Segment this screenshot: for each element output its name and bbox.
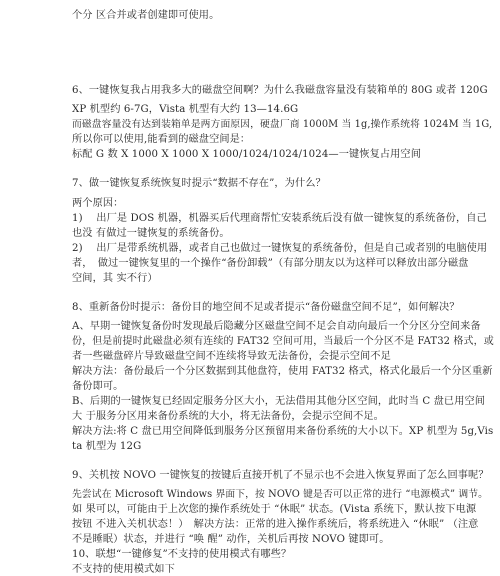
text-line: 个分 区合并或者创建即可使用。 — [72, 10, 220, 21]
text-line: 解决方法:将 C 盘已用空间降低到服务分区预留用来备份系统的大小以下。XP 机型为 5g,Vis — [72, 426, 494, 437]
text-line: 也没 有做过一键恢复的系统备份。 — [72, 228, 230, 239]
text-line: 者一些磁盘碎片导致磁盘空间不连续将导致无法备份，会提示空间不足 — [72, 351, 391, 362]
text-line: 两个原因： — [72, 198, 124, 209]
text-line: 如 果可以，可能由于上次您的操作系统处于 “休眠” 状态。(Vista 系统下，默认按下电源 — [72, 504, 477, 515]
text-line: 大 于服务分区用来备份系统的大小，将无法备份，会提示空间不足。 — [72, 411, 384, 422]
text-line: 2) 出厂是带系统机器，或者自己也做过一键恢复的系统备份，但是自己或者别的电脑使用 — [72, 243, 488, 254]
question-8-heading: 8、重新备份时提示：备份目的地空间不足或者提示“备份磁盘空间不足”，如何解决？ — [72, 302, 460, 313]
text-line: 所以你可以使用,能看到的磁盘空间是： — [72, 134, 251, 145]
text-line: 不支持的使用模式如下 — [72, 564, 175, 575]
text-line: B、后期的一键恢复已经固定服务分区大小，无法借用其他分区空间，此时当 C 盘已用空间 — [72, 396, 486, 407]
text-line: 不是睡眠）状态，并进行 “唤 醒” 动作，关机后再按 NOVO 键即可。 — [72, 534, 390, 545]
text-line: ta 机型为 12G — [72, 441, 142, 452]
text-line: 1) 出厂是 DOS 机器，机器买后代理商帮忙安装系统后没有做一键恢复的系统备份，自己 — [72, 213, 487, 224]
question-7-heading: 7、做一键恢复系统恢复时提示“数据不存在”，为什么？ — [72, 178, 326, 189]
text-line: 解决方法：备份最后一个分区数据到其他盘符，使用 FAT32 格式，格式化最后一个分区重新 — [72, 366, 493, 377]
text-line: XP 机型约 6-7G，Vista 机型有大约 13—14.6G — [72, 104, 299, 115]
question-6-heading: 6、一键恢复我占用我多大的磁盘空间啊？为什么我磁盘容量没有装箱单的 80G 或者 120G — [72, 85, 488, 96]
text-line: 备份即可。 — [72, 381, 124, 392]
text-line: 标配 G 数 X 1000 X 1000 X 1000/1024/1024/1024—一键恢复占用空间 — [72, 149, 422, 160]
text-line: 按钮 不进入关机状态！） 解决方法：正常的进入操作系统后，将系统进入 “休眠” （注意 — [72, 519, 479, 530]
text-line: 空间，其 实不行） — [72, 273, 158, 284]
text-line: 先尝试在 Microsoft Windows 界面下，按 NOVO 键是否可以正常的进行 “电源模式” 调节。 — [72, 489, 489, 500]
question-9-heading: 9、关机按 NOVO 一键恢复的按键后直接开机了不显示也不会进入恢复界面了怎么回事呢？ — [72, 470, 489, 481]
text-line: 而磁盘容量没有达到装箱单是两方面原因，硬盘厂商 1000M 当 1g,操作系统将 1024M 当 1G, — [72, 119, 493, 130]
text-line: 份，但是前提时此磁盘必须有连续的 FAT32 空间可用，当最后一个分区不是 FAT32 格式，或 — [72, 336, 494, 347]
text-line: 者， 做过一键恢复里的一个操作“备份卸载”（有部分朋友以为这样可以释放出部分磁盘 — [72, 258, 469, 269]
question-10-heading: 10、联想“一键修复”不支持的使用模式有哪些？ — [72, 549, 292, 560]
text-line: A、早期一键恢复备份时发现最后隐藏分区磁盘空间不足会自动向最后一个分区分空间来备 — [72, 321, 481, 332]
